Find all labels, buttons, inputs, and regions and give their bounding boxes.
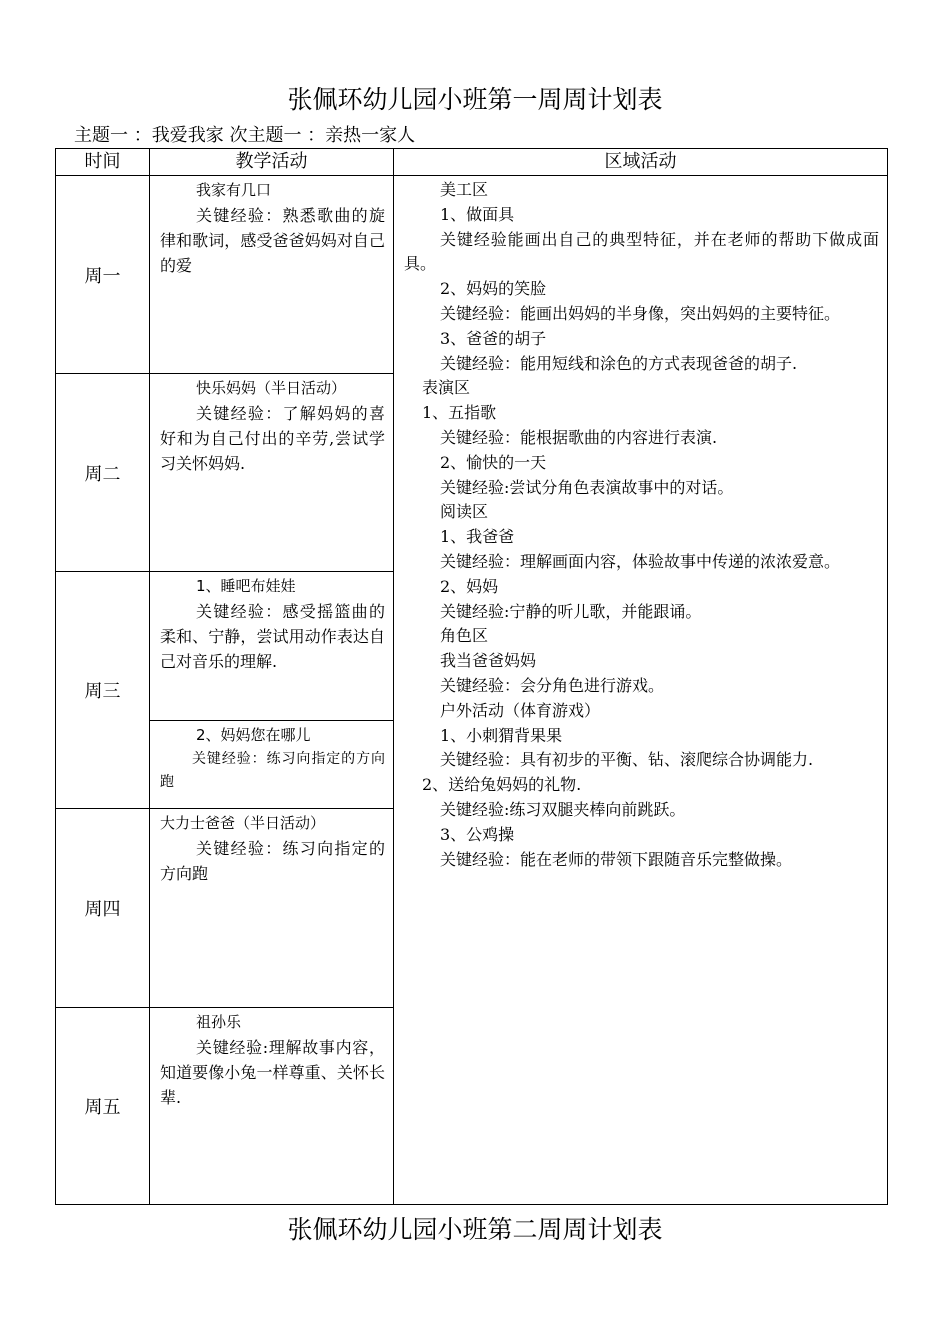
activity-desc: 关键经验：练习向指定的方向跑 [160, 751, 385, 790]
activity-desc: 关键经验：了解妈妈的喜好和为自己付出的辛劳,尝试学习关怀妈妈. [160, 404, 385, 473]
activity-cell [150, 809, 394, 1008]
area-line: 关键经验:尝试分角色表演故事中的对话。 [440, 477, 734, 497]
area-line: 3、爸爸的胡子 [440, 328, 547, 348]
activity-desc: 关键经验:理解故事内容，知道要像小兔一样尊重、关怀长辈. [160, 1038, 385, 1107]
area-line: 关键经验：能根据歌曲的内容进行表演. [440, 427, 718, 447]
activity-cell [150, 374, 394, 572]
table-header-row [56, 149, 888, 176]
area-line: 2、送给兔妈妈的礼物. [422, 775, 582, 795]
activity-desc: 关键经验：感受摇篮曲的柔和、宁静，尝试用动作表达自己对音乐的理解. [160, 602, 385, 671]
area-line: 关键经验：理解画面内容，体验故事中传递的浓浓爱意。 [440, 551, 841, 571]
next-page-title: 张佩环幼儿园小班第二周周计划表 [287, 1215, 663, 1244]
area-line: 关键经验：会分角色进行游戏。 [440, 675, 665, 695]
activity-title: 2、妈妈您在哪儿 [196, 726, 311, 744]
header-area: 区域活动 [394, 149, 888, 176]
area-line: 关键经验：能画出妈妈的半身像，突出妈妈的主要特征。 [440, 303, 841, 323]
activity-cell [150, 176, 394, 374]
area-line: 2、妈妈的笑脸 [440, 279, 547, 299]
day-label: 周五 [56, 1008, 150, 1205]
area-line: 1、我爸爸 [440, 527, 515, 547]
area-line: 表演区 [422, 378, 471, 398]
area-line: 关键经验:练习双腿夹棒向前跳跃。 [440, 799, 686, 819]
area-line: 角色区 [440, 626, 489, 646]
activity-title: 1、睡吧布娃娃 [196, 577, 296, 595]
activity-desc: 关键经验：练习向指定的方向跑 [160, 839, 385, 883]
area-line: 关键经验：能用短线和涂色的方式表现爸爸的胡子. [440, 353, 798, 373]
day-label: 周二 [56, 374, 150, 572]
table-row [56, 176, 888, 374]
area-line: 1、小刺猬背果果 [440, 725, 563, 745]
area-activities-list [394, 176, 887, 874]
area-line: 关键经验:宁静的听儿歌，并能跟诵。 [440, 601, 702, 621]
area-line: 3、公鸡操 [440, 824, 515, 844]
header-time: 时间 [56, 149, 150, 176]
area-line: 关键经验能画出自己的典型特征，并在老师的帮助下做成面具。 [404, 229, 879, 274]
area-line: 我当爸爸妈妈 [440, 651, 537, 671]
area-line: 户外活动（体育游戏） [440, 700, 601, 720]
area-activities-cell [394, 176, 888, 1205]
activity-title: 我家有几口 [196, 181, 272, 199]
area-line: 阅读区 [440, 502, 489, 522]
area-line: 1、做面具 [440, 204, 515, 224]
activity-desc: 关键经验：熟悉歌曲的旋律和歌词，感受爸爸妈妈对自己的爱 [160, 206, 385, 275]
activity-title: 大力士爸爸（半日活动） [160, 814, 326, 832]
area-line: 关键经验：具有初步的平衡、钻、滚爬综合协调能力. [440, 750, 814, 770]
theme-subtitle: 主题一 ：我爱我家 次主题一 ：亲热一家人 [74, 125, 416, 146]
activity-cell [150, 1008, 394, 1205]
area-line: 关键经验：能在老师的带领下跟随音乐完整做操。 [440, 849, 793, 869]
activity-cell [150, 721, 394, 809]
weekly-plan-table [55, 148, 888, 1205]
page-title: 张佩环幼儿园小班第一周周计划表 [287, 85, 663, 114]
area-line: 2、愉快的一天 [440, 452, 547, 472]
area-line: 2、妈妈 [440, 576, 499, 596]
area-line: 1、五指歌 [422, 403, 497, 423]
activity-cell [150, 572, 394, 721]
header-teaching: 教学活动 [150, 149, 394, 176]
day-label: 周一 [56, 176, 150, 374]
day-label: 周三 [56, 572, 150, 809]
activity-title: 快乐妈妈（半日活动） [196, 379, 347, 397]
area-line: 美工区 [440, 180, 489, 199]
day-label: 周四 [56, 809, 150, 1008]
activity-title: 祖孙乐 [196, 1013, 242, 1031]
